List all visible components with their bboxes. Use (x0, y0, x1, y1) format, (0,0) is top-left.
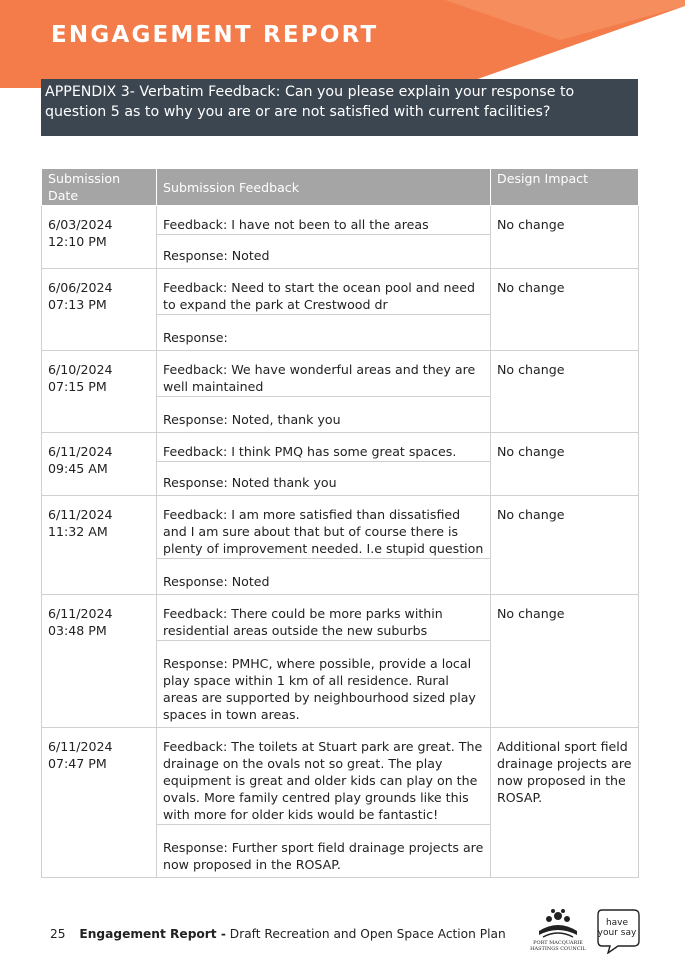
council-emblem-icon (527, 907, 589, 941)
footer-report-name: Engagement Report - (79, 927, 226, 941)
header-submission-date: Submission Date (42, 169, 157, 206)
response-text: Response: (163, 330, 228, 345)
table-row (42, 433, 639, 496)
table-row (42, 595, 639, 728)
design-impact: No change (491, 269, 639, 351)
design-impact: No change (491, 595, 639, 728)
design-impact: Additional sport field drainage projects are now proposed in the ROSAP. (491, 728, 639, 878)
council-name: PORT MACQUARIE HASTINGS COUNCIL (530, 940, 586, 952)
submission-date: 6/11/2024 03:48 PM (42, 595, 157, 728)
footer-plan-name: Draft Recreation and Open Space Action Plan (225, 927, 506, 941)
response-text: Response: Noted (163, 574, 270, 589)
page-number: 25 (50, 927, 66, 941)
report-title: ENGAGEMENT REPORT (51, 22, 379, 48)
response-text: Response: Noted thank you (163, 475, 337, 490)
feedback-cell (157, 496, 491, 595)
feedback-text: Feedback: The toilets at Stuart park are great. The drainage on the ovals not so great. The play equipment is great and older kids can play on the ovals. More family centred play grounds like this with more for older kids would be fantastic! (157, 728, 490, 825)
feedback-text: Feedback: Need to start the ocean pool and need to expand the park at Crestwood dr (157, 269, 490, 315)
header-design-impact: Design Impact (491, 169, 639, 206)
appendix-heading: APPENDIX 3- Verbatim Feedback: Can you please explain your response to question 5 as to why you are or are not satisfied with current facilities? (41, 79, 638, 136)
header-submission-feedback: Submission Feedback (157, 169, 491, 206)
response-text: Response: Noted, thank you (163, 412, 341, 427)
header-banner (0, 0, 685, 90)
table-row (42, 206, 639, 269)
feedback-text: Feedback: There could be more parks within residential areas outside the new suburbs (157, 595, 490, 641)
design-impact: No change (491, 496, 639, 595)
feedback-cell (157, 269, 491, 351)
feedback-cell (157, 595, 491, 728)
submission-date: 6/10/2024 07:15 PM (42, 351, 157, 433)
feedback-text: Feedback: I have not been to all the areas (157, 206, 490, 235)
response-text: Response: PMHC, where possible, provide a local play space within 1 km of all residence. Rural areas are supported by neighbourhood sized play spaces in town areas. (163, 656, 476, 722)
feedback-table (41, 168, 639, 878)
table-header-row (42, 169, 639, 206)
feedback-cell (157, 433, 491, 496)
response-text: Response: Noted (163, 248, 270, 263)
page-footer (50, 927, 506, 941)
have-your-say-text: have your say (597, 918, 637, 938)
design-impact: No change (491, 206, 639, 269)
feedback-cell (157, 206, 491, 269)
submission-date: 6/03/2024 12:10 PM (42, 206, 157, 269)
design-impact: No change (491, 433, 639, 496)
table-row (42, 269, 639, 351)
table-row (42, 351, 639, 433)
feedback-text: Feedback: I think PMQ has some great spaces. (157, 433, 490, 462)
have-your-say-logo (596, 908, 642, 954)
feedback-cell (157, 351, 491, 433)
feedback-text: Feedback: We have wonderful areas and they are well maintained (157, 351, 490, 397)
table-row (42, 728, 639, 878)
response-text: Response: Further sport field drainage projects are now proposed in the ROSAP. (163, 840, 484, 872)
table-row (42, 496, 639, 595)
feedback-cell (157, 728, 491, 878)
submission-date: 6/11/2024 07:47 PM (42, 728, 157, 878)
submission-date: 6/06/2024 07:13 PM (42, 269, 157, 351)
feedback-text: Feedback: I am more satisfied than dissatisfied and I am sure about that but of course there is plenty of improvement needed. I.e stupid question (157, 496, 490, 559)
submission-date: 6/11/2024 09:45 AM (42, 433, 157, 496)
design-impact: No change (491, 351, 639, 433)
submission-date: 6/11/2024 11:32 AM (42, 496, 157, 595)
council-logo (527, 907, 589, 957)
